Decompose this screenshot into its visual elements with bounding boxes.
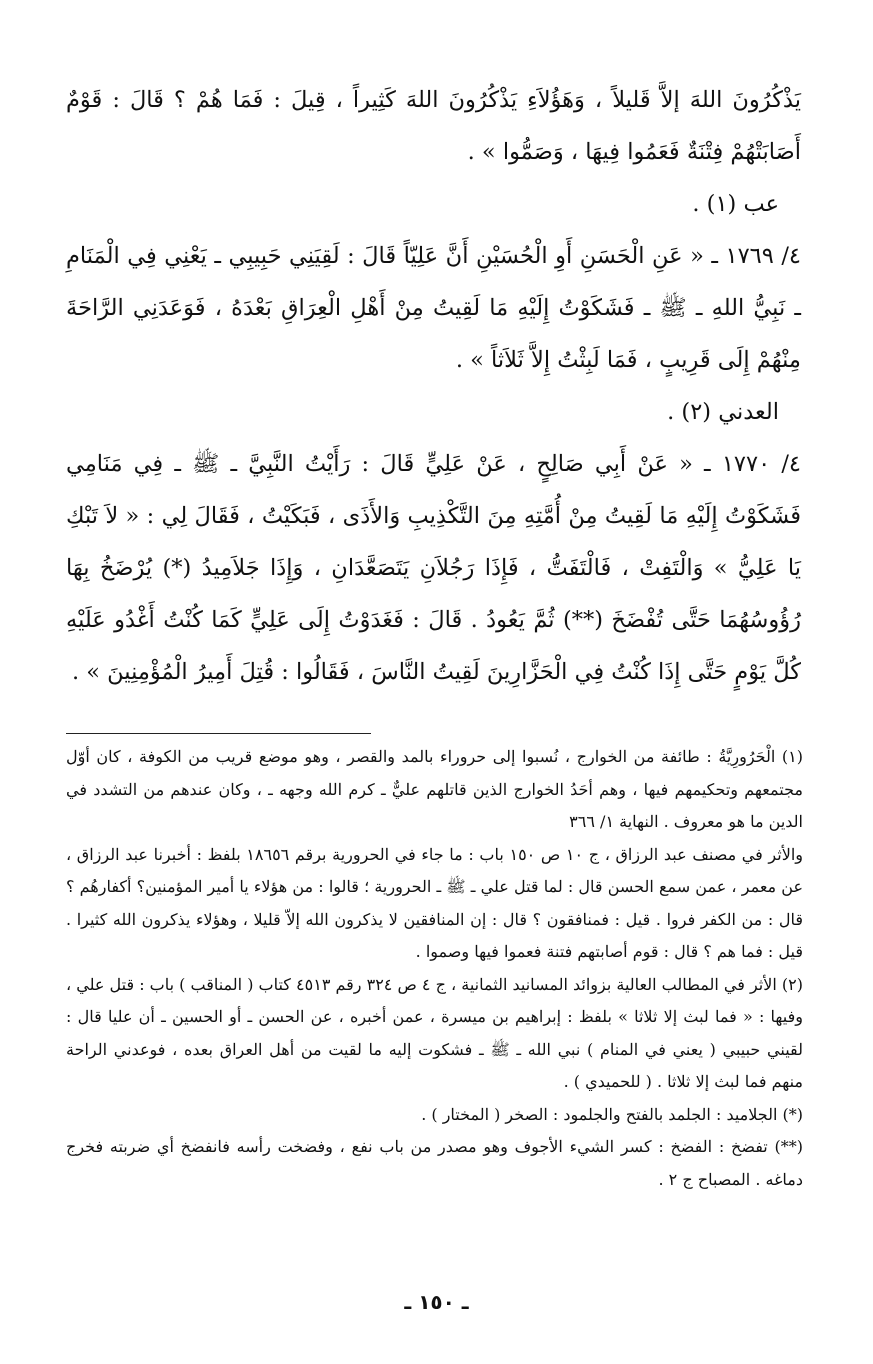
page-number: ـ ١٥٠ ـ [404,1290,469,1314]
footnote-star: (*) الجلاميد : الجلمد بالفتح والجلمود : الصخر ( المختار ) . [421,1104,803,1124]
footnote-2: (٢) الأثر في المطالب العالية بزوائد المسانيد الثمانية ، ج ٤ ص ٣٢٤ رقم ٤٥١٣ كتاب ( المناقب ) باب : قتل علي ، وفيها : « فما لبث إلا ثلاثا » بلفظ : إبراهيم بن ميسرة ، عمن أخبره ، عن الحسن ـ أو الحسين ـ أن عليا قال : لقيني حبيبي ( يعني في المنام ) نبي الله ـ ﷺ ـ فشكوت إليه ما لقيت من أهل العراق بعده ، فوعدني الراحة منهم فما لبث إلا ثلاثا . ( للحميدي ) . [66,974,804,1091]
hadith-1770: ٤/ ١٧٧٠ ـ « عَنْ أَبِي صَالِحٍ ، عَنْ عَلِيٍّ قَالَ : رَأَيْتُ النَّبِيَّ ـ ﷺ ـ فِي مَنَامِي فَشَكَوْتُ إِلَيْهِ مَا لَقِيتُ مِنْ أُمَّتِهِ مِنَ التَّكْذِيبِ وَالأَذَى ، فَبَكَيْتُ ، فَقَالَ لِي : « لاَ تَبْكِ يَا عَلِيُّ » وَالْتَفِتْ ، فَالْتَفَتُّ ، فَإِذَا رَجُلاَنِ يَتَصَعَّدَانِ ، وَإِذَا جَلاَمِيدُ (*) يُرْضَخُ بِهَا رُؤُوسُهُمَا حَتَّى تُفْضَخَ (**) ثُمَّ يَعُودُ . قَالَ : فَغَدَوْتُ إِلَى عَلِيٍّ كَمَا كُنْتُ أَغْدُو عَلَيْهِ كُلَّ يَوْمٍ حَتَّى إِذَا كُنْتُ فِي الْحَزَّارِينَ لَقِيتُ النَّاسَ ، فَقَالُوا : قُتِلَ أَمِيرُ الْمُؤْمِنِينَ » . [66,451,802,685]
footnote-1-continued: والأثر في مصنف عبد الرزاق ، ج ١٠ ص ١٥٠ باب : ما جاء في الحرورية برقم ١٨٦٥٦ بلفظ : أخبرنا عبد الرزاق ، عن معمر ، عمن سمع الحسن قال : لما قتل علي ـ ﷺ ـ الحرورية ؛ قالوا : من هؤلاء يا أمير المؤمنين؟ أكفارهُم ؟ قال : من الكفر فروا . قيل : فمنافقون ؟ قال : إن المنافقين لا يذكرون الله إلاّ قليلا ، وهؤلاء يذكرون الله كثيرا . قيل : فما هم ؟ قال : قوم أصابتهم فتنة فعموا فيها وصموا . [66,844,804,961]
hadith-1769: ٤/ ١٧٦٩ ـ « عَنِ الْحَسَنِ أَوِ الْحُسَيْنِ أَنَّ عَلِيّاً قَالَ : لَقِيَنِي حَبِيبِي ـ يَعْنِي فِي الْمَنَامِ ـ نَبِيُّ اللهِ ـ ﷺ ـ فَشَكَوْتُ إِلَيْهِ مَا لَقِيتُ مِنْ أَهْلِ الْعِرَاقِ بَعْدَهُ ، فَوَعَدَنِي الرَّاحَةَ مِنْهُمْ إِلَى قَرِيبٍ ، فَمَا لَبِثْتُ إِلاَّ ثَلاَثاً » . [66,243,802,373]
hadith-source: عب (١) . [692,191,779,217]
main-text [66,74,801,698]
footnote-1: (١) الْحَرُورِيَّةُ : طائفة من الخوارج ، نُسبوا إلى حروراء بالمد والقصر ، وهو موضع قريب من الكوفة ، كان أوّل مجتمعهم وتحكيمهم فيها ، وهم أحَدُ الخوارج الذين قاتلهم عليٌّ ـ كرم الله وجهه ـ ، وكان عندهم من التشدد في الدين ما هو معروف . النهاية ١/ ٣٦٦ [66,747,804,831]
hadith-1768-end: يَذْكُرُونَ اللهَ إلاَّ قَليلاً ، وَهَؤُلاَءِ يَذْكُرُونَ اللهَ كَثِيراً ، قِيلَ : فَمَا هُمْ ؟ قَالَ : قَوْمٌ أَصَابَتْهُمْ فِتْنَةٌ فَعَمُوا فِيهَا ، وَصَمُّوا » . [66,87,801,165]
footnotes [66,733,803,1196]
footnote-double-star: (**) تفضخ : الفضخ : كسر الشيء الأجوف وهو مصدر من باب نفع ، وفضخت رأسه فانفضخ أي ضربته فخرج دماغه . المصباح ج ٢ . [66,1137,803,1189]
hadith-source: العدني (٢) . [667,399,779,425]
footnote-divider [66,733,371,734]
